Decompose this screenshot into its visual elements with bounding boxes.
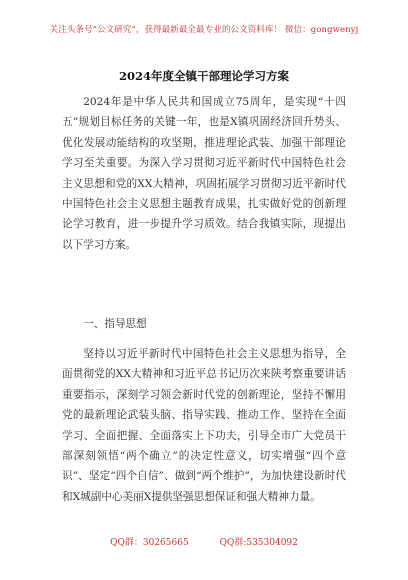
- paragraph-guiding-ideology: 坚持以习近平新时代中国特色社会主义思想为指导，全面贯彻党的XX大精神和习近平总书记历次来陕考察重要讲话重要指示，深刻学习领会新时代党的创新理论，坚持不懈用党的最新理论武装头脑、指导实践、推动工作、坚持在全面学习、全面把握、全面落实上下功夫，引导全市广大党员干部深刻领悟“两个确立”的决定性意义，切实增强“四个意识”、坚定“四个自信”、做到“两个维护”，为加快建设新时代和X城副中心美丽X提供坚强思想保证和强大精神力量。: [62, 348, 346, 503]
- paragraph-intro-block: [62, 92, 346, 255]
- footer-qq-group-2: QQ群:535304092: [219, 538, 298, 548]
- footer-qq-group-1: QQ群：30265665: [110, 538, 189, 548]
- paragraph-guiding-block: [62, 344, 346, 507]
- footer-qq-groups: [0, 535, 408, 548]
- document-title: 2024年度全镇干部理论学习方案: [118, 69, 289, 83]
- paragraph-intro: 2024年是中华人民共和国成立75周年，是实现“十四五”规划目标任务的关键一年，也是X镇巩固经济回升势头、优化发展动能结构的攻坚期，推进理论武装、加强干部理论学习至关重要。为深入学习贯彻习近平新时代中国特色社会主义思想和党的XX大精神，巩固拓展学习贯彻习近平新时代中国特色社会主义思想主题教育成果，扎实做好党的创新理论学习教育，进一步提升学习质效。结合我镇实际，现提出以下学习方案。: [62, 96, 346, 251]
- section-heading-guiding-ideology: 一、指导思想: [83, 318, 147, 330]
- header-banner: 关注头条号“公文研究”，获得最新最全最专业的公文资料库！ 微信：gongwenyj: [49, 25, 359, 35]
